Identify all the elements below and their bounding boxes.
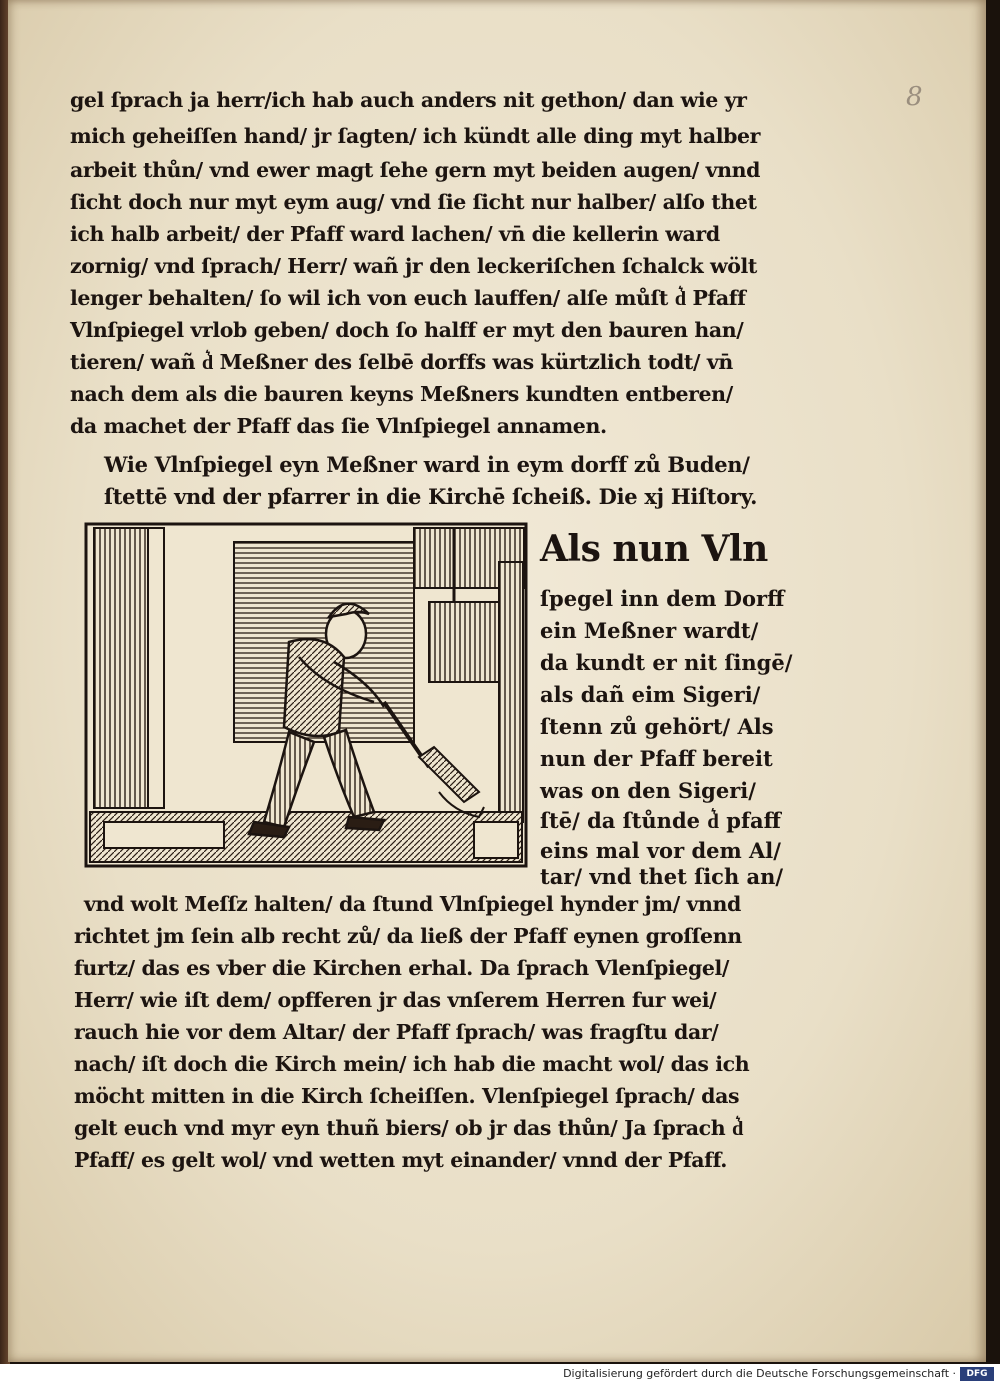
side-line: ein Meßner wardt/ [540, 618, 759, 643]
side-line: eins mal vor dem Al/ [540, 838, 781, 863]
book-page [8, 0, 986, 1362]
text-line: rauch hie vor dem Altar/ der Pfaff ſprach/ was fragſtu dar/ [74, 1020, 719, 1044]
text-line: nach/ iſt doch die Kirch mein/ ich hab die macht wol/ das ich [74, 1052, 750, 1076]
side-line: was on den Sigeri/ [540, 778, 756, 803]
text-line: arbeit thůn/ vnd ewer magt ſehe gern myt beiden augen/ vnnd [70, 158, 761, 182]
side-line: ſtenn zů gehört/ Als [540, 714, 774, 739]
text-line: furtz/ das es vber die Kirchen erhal. Da ſprach Vlenſpiegel/ [74, 956, 730, 980]
side-line: nun der Pfaff bereit [540, 746, 773, 771]
side-line: als dañ eim Sigeri/ [540, 682, 761, 707]
side-line: tar/ vnd thet ſich an/ [540, 864, 784, 889]
text-line: gelt euch vnd myr eyn thuñ biers/ ob jr das thůn/ Ja ſprach d͛ [74, 1116, 743, 1140]
side-line-initial: Als nun Vln [540, 528, 768, 570]
text-line: Pfaff/ es gelt wol/ vnd wetten myt einander/ vnnd der Pfaff. [74, 1148, 728, 1172]
side-line: ſtē/ da ſtůnde d͛ pfaff [540, 808, 781, 833]
text-line: da machet der Pfaff das ſie Vlnſpiegel annamen. [70, 414, 607, 438]
text-line: ich halb arbeit/ der Pfaff ward lachen/ vn̄ die kellerin ward [70, 222, 720, 246]
text-line: gel ſprach ja herr/ich hab auch anders nit gethon/ dan wie yr [70, 88, 747, 112]
text-line: richtet jm ſein alb recht zů/ da ließ der Pfaff eynen groſſenn [74, 924, 742, 948]
woodcut-illustration [84, 522, 528, 868]
footer-bar [0, 1364, 1000, 1384]
text-line: tieren/ wañ d͛ Meßner des ſelbē dorffs was kürtzlich todt/ vn̄ [70, 350, 733, 374]
text-line: Vlnſpiegel vrlob geben/ doch ſo halff er myt den bauren han/ [70, 318, 744, 342]
text-line: vnd wolt Meſſz halten/ da ſtund Vlnſpiegel hynder jm/ vnnd [84, 892, 741, 916]
heading-line: ſtettē vnd der pfarrer in die Kirchē ſcheiß. Die xj Hiſtory. [104, 484, 758, 509]
heading-line: Wie Vlnſpiegel eyn Meßner ward in eym dorff zů Buden/ [104, 452, 750, 477]
text-line: Herr/ wie iſt dem/ opfferen jr das vnſerem Herren fur wei/ [74, 988, 717, 1012]
funding-credit: Digitalisierung gefördert durch die Deutsche Forschungsgemeinschaft · [563, 1367, 956, 1380]
text-line: zornig/ vnd ſprach/ Herr/ wañ jr den leckeriſchen ſchalck wölt [70, 254, 757, 278]
side-line: da kundt er nit ſingē/ [540, 650, 793, 675]
woodcut-image [84, 522, 528, 868]
text-line: lenger behalten/ ſo wil ich von euch lauffen/ alſe můſt d͛ Pfaff [70, 286, 746, 310]
page-number: 8 [906, 82, 923, 112]
side-line: ſpegel inn dem Dorff [540, 586, 785, 611]
text-line: ſicht doch nur myt eym aug/ vnd ſie ſicht nur halber/ alſo thet [70, 190, 757, 214]
text-line: nach dem als die bauren keyns Meßners kundten entberen/ [70, 382, 733, 406]
text-line: möcht mitten in die Kirch ſcheiſſen. Vlenſpiegel ſprach/ das [74, 1084, 740, 1108]
dfg-logo: DFG [960, 1367, 994, 1381]
text-line: mich geheiſſen hand/ jr ſagten/ ich kündt alle ding myt halber [70, 124, 761, 148]
